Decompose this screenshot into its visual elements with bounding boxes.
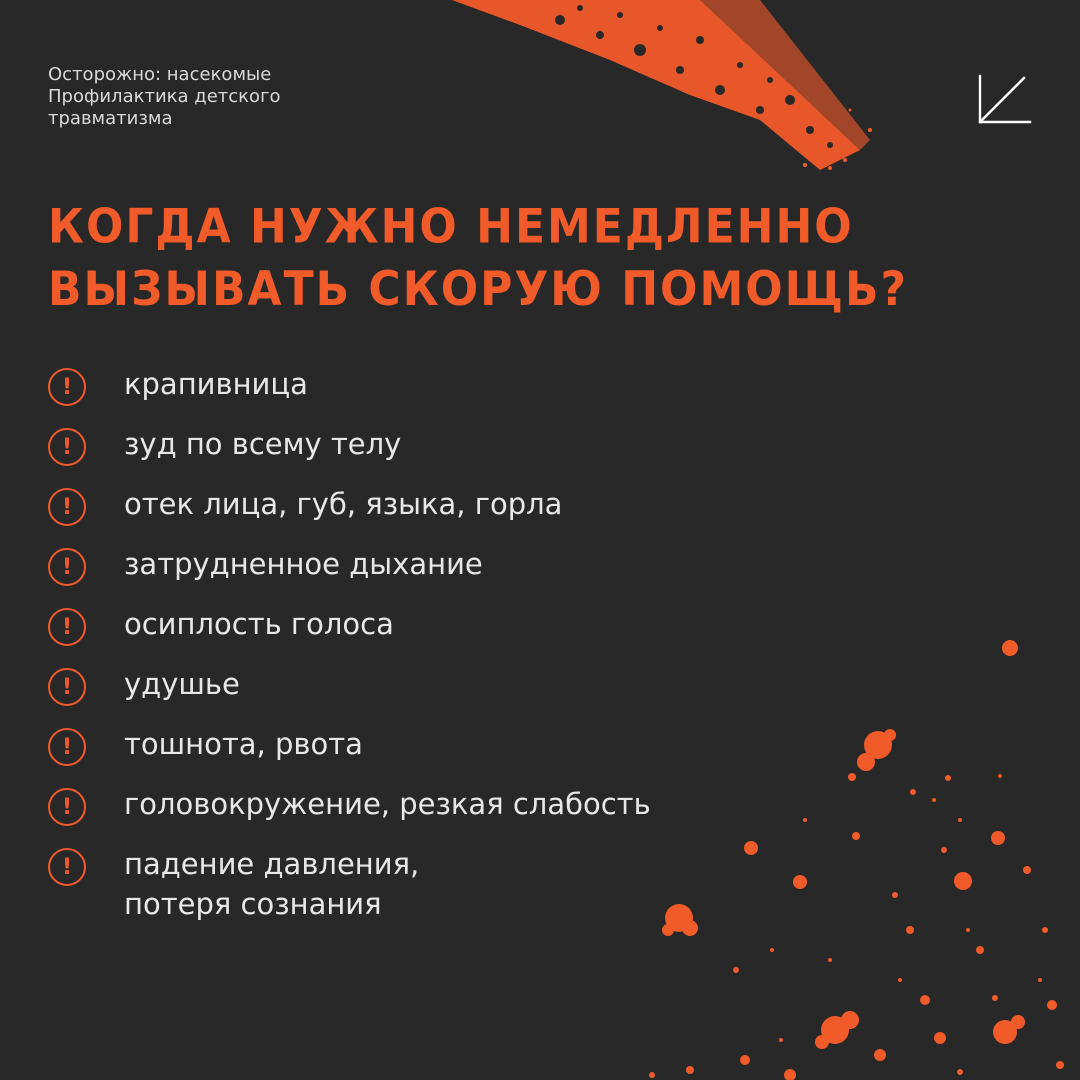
exclamation-circle-icon: ! bbox=[48, 848, 86, 886]
list-item-text: осиплость голоса bbox=[124, 607, 394, 641]
list-item bbox=[48, 604, 394, 646]
list-item-text: тошнота, рвота bbox=[124, 727, 363, 761]
header-caption bbox=[48, 64, 281, 130]
list-item-text-line-1: падение давления, bbox=[124, 847, 420, 881]
title-line-2: ВЫЗЫВАТЬ СКОРУЮ ПОМОЩЬ? bbox=[48, 261, 909, 317]
caption-line-3: травматизма bbox=[48, 108, 173, 129]
list-item bbox=[48, 784, 651, 826]
list-item bbox=[48, 364, 308, 406]
exclamation-circle-icon: ! bbox=[48, 728, 86, 766]
list-item-text: головокружение, резкая слабость bbox=[124, 787, 651, 821]
list-item bbox=[48, 424, 401, 466]
exclamation-circle-icon: ! bbox=[48, 608, 86, 646]
list-item bbox=[48, 544, 483, 586]
list-item bbox=[48, 724, 363, 766]
exclamation-circle-icon: ! bbox=[48, 548, 86, 586]
title-line-1: КОГДА НУЖНО НЕМЕДЛЕННО bbox=[48, 199, 854, 255]
page-title bbox=[48, 196, 908, 321]
exclamation-circle-icon: ! bbox=[48, 668, 86, 706]
list-item-text: зуд по всему телу bbox=[124, 427, 402, 461]
exclamation-circle-icon: ! bbox=[48, 428, 86, 466]
list-item-text: затрудненное дыхание bbox=[124, 547, 483, 581]
exclamation-circle-icon: ! bbox=[48, 488, 86, 526]
arrow-down-left-icon bbox=[976, 74, 1032, 126]
list-item-text-line-2: потеря сознания bbox=[124, 887, 382, 921]
list-item-text: удушье bbox=[124, 667, 240, 701]
list-item-text: отек лица, губ, языка, горла bbox=[124, 487, 563, 521]
list-item-text: крапивница bbox=[124, 367, 308, 401]
exclamation-circle-icon: ! bbox=[48, 368, 86, 406]
caption-line-2: Профилактика детского bbox=[48, 86, 281, 107]
exclamation-circle-icon: ! bbox=[48, 788, 86, 826]
caption-line-1: Осторожно: насекомые bbox=[48, 64, 272, 85]
list-item bbox=[48, 664, 240, 706]
list-item-text bbox=[124, 844, 419, 924]
list-item bbox=[48, 844, 419, 924]
list-item bbox=[48, 484, 562, 526]
